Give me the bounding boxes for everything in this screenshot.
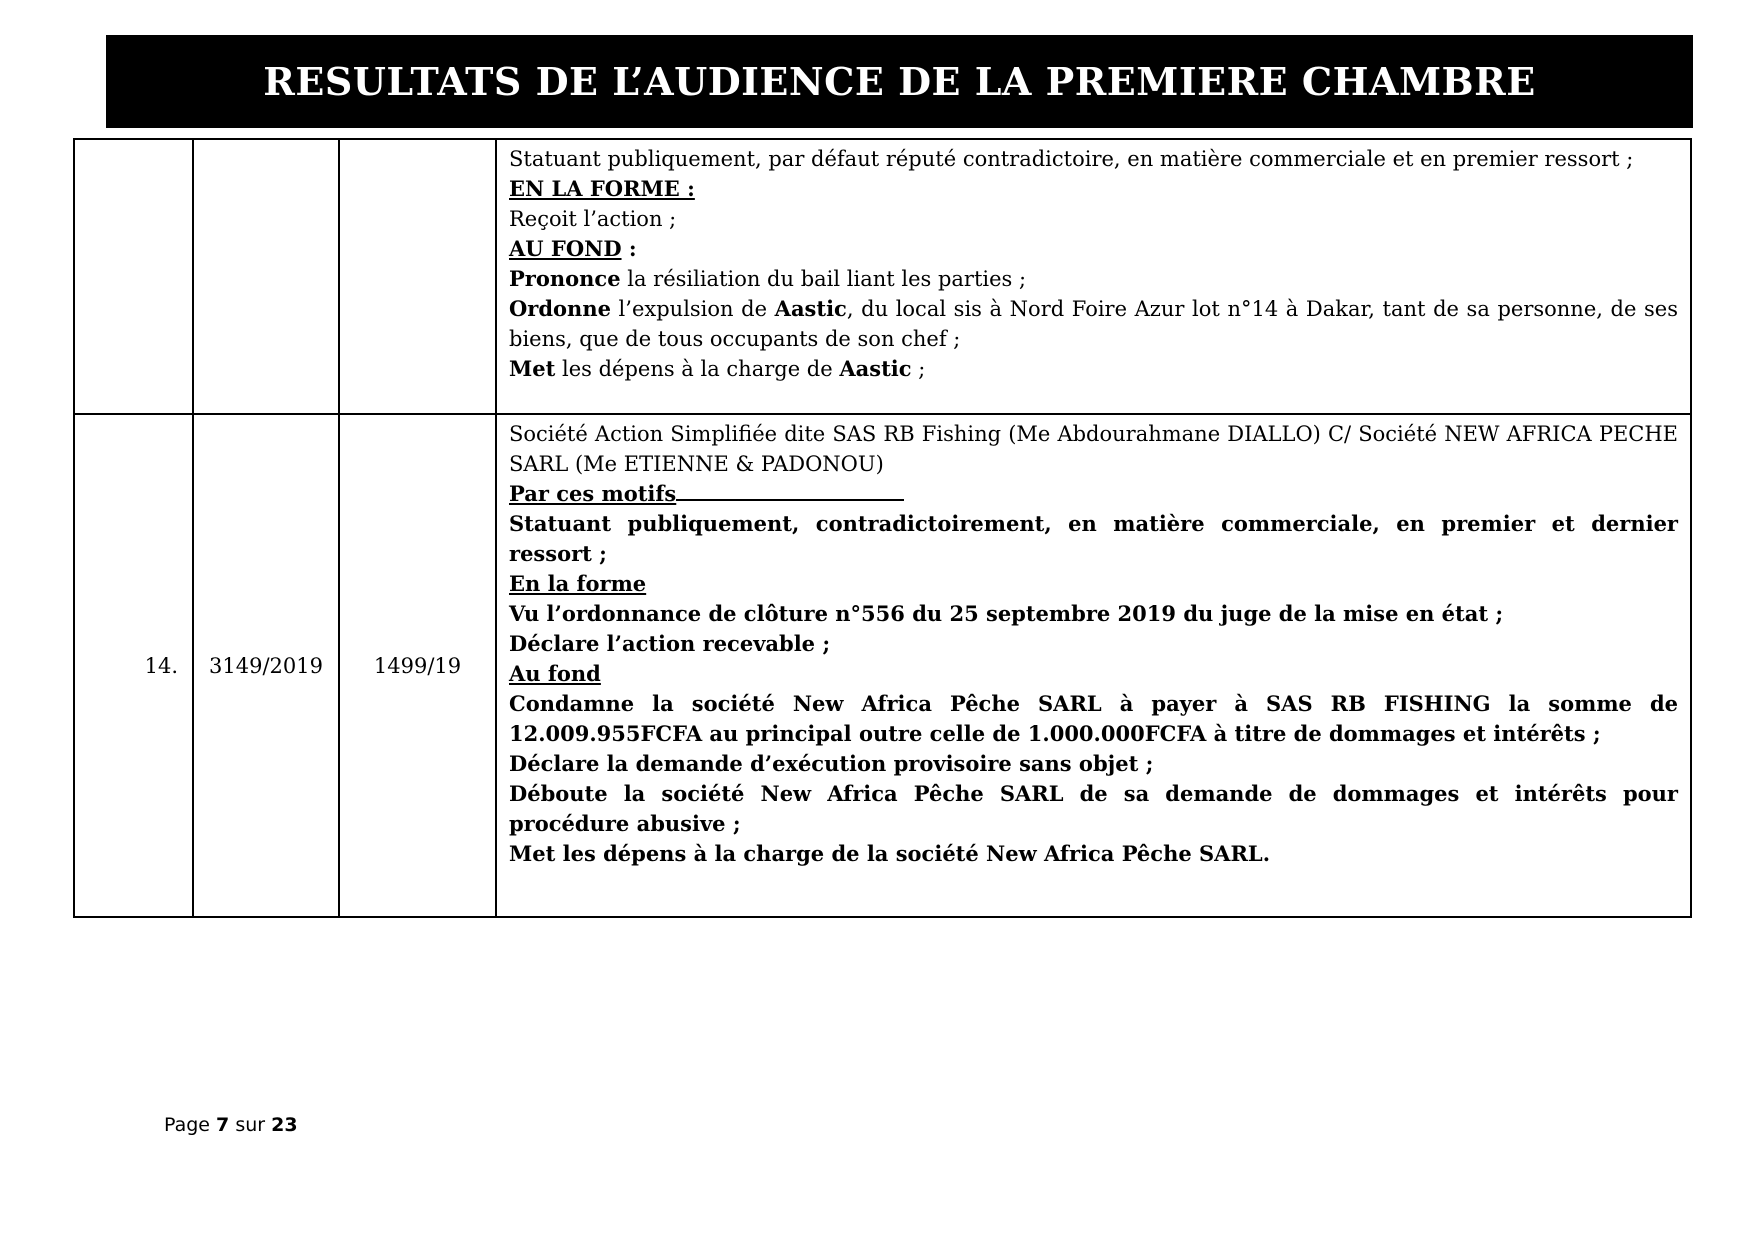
row-index-cell: 14.: [74, 414, 193, 917]
table-row: [74, 414, 1691, 917]
line-text: les dépens à la charge de: [555, 357, 840, 381]
verb: Prononce: [509, 266, 621, 291]
line-text: , du local sis à Nord Foire Azur lot n°14 à Dakar, tant de sa personne, de ses biens, que de tous occupants de son chef ;: [509, 297, 1678, 351]
row-index-cell: [74, 139, 193, 414]
judgment-number-cell: 1499/19: [339, 414, 496, 917]
section-heading: AU FOND: [509, 236, 622, 261]
section-heading-line: [509, 479, 1678, 509]
judgments-table: [73, 138, 1692, 918]
section-heading: Par ces motifs: [509, 481, 677, 506]
page-sur: sur: [229, 1114, 272, 1136]
table-row: [74, 139, 1691, 414]
decision-line: [509, 354, 1678, 384]
line-text: ;: [911, 357, 926, 381]
case-number-cell: [193, 139, 339, 414]
parties-line: Société Action Simplifiée dite SAS RB Fishing (Me Abdourahmane DIALLO) C/ Société NEW AFRICA PECHE SARL (Me ETIENNE & PADONOU): [509, 422, 1678, 476]
decision-line: Déclare l’action recevable ;: [509, 631, 831, 656]
page-footer: [164, 1114, 298, 1136]
verb: Met: [509, 356, 556, 381]
decision-line: Statuant publiquement, par défaut réputé contradictoire, en matière commerciale et en premier ressort ;: [509, 147, 1634, 171]
case-number-cell: 3149/2019: [193, 414, 339, 917]
section-heading: EN LA FORME :: [509, 176, 695, 201]
underline-rule: [676, 479, 904, 501]
decision-line: Vu l’ordonnance de clôture n°556 du 25 septembre 2019 du juge de la mise en état ;: [509, 601, 1504, 626]
line-text: la résiliation du bail liant les parties ;: [620, 267, 1027, 291]
decision-line: Condamne la société New Africa Pêche SARL à payer à SAS RB FISHING la somme de 12.009.955FCFA au principal outre celle de 1.000.000FCFA à titre de dommages et intérêts ;: [509, 691, 1678, 746]
line-text: l’expulsion de: [610, 297, 775, 321]
page-label: Page: [164, 1114, 217, 1136]
page-number: 7: [216, 1114, 230, 1136]
decision-line: Statuant publiquement, contradictoirement, en matière commerciale, en premier et dernier ressort ;: [509, 511, 1678, 566]
decision-line: [509, 264, 1678, 294]
page-title: RESULTATS DE L’AUDIENCE DE LA PREMIERE CHAMBRE: [263, 59, 1536, 104]
decision-line: Met les dépens à la charge de la société New Africa Pêche SARL.: [509, 841, 1271, 866]
page-total: 23: [271, 1114, 298, 1136]
section-heading: Au fond: [509, 661, 601, 686]
heading-colon: :: [621, 236, 637, 261]
decision-line: Déboute la société New Africa Pêche SARL de sa demande de dommages et intérêts pour procédure abusive ;: [509, 781, 1678, 836]
section-heading-line: [509, 234, 1678, 264]
decision-line: [509, 294, 1678, 354]
decision-cell: [496, 414, 1691, 917]
party-name: Aastic: [839, 356, 912, 381]
party-name: Aastic: [774, 296, 847, 321]
verb: Ordonne: [509, 296, 611, 321]
decision-line: Reçoit l’action ;: [509, 207, 677, 231]
decision-cell: [496, 139, 1691, 414]
decision-line: Déclare la demande d’exécution provisoire sans objet ;: [509, 751, 1154, 776]
section-heading: En la forme: [509, 571, 647, 596]
judgment-number-cell: [339, 139, 496, 414]
title-banner: [106, 35, 1693, 128]
